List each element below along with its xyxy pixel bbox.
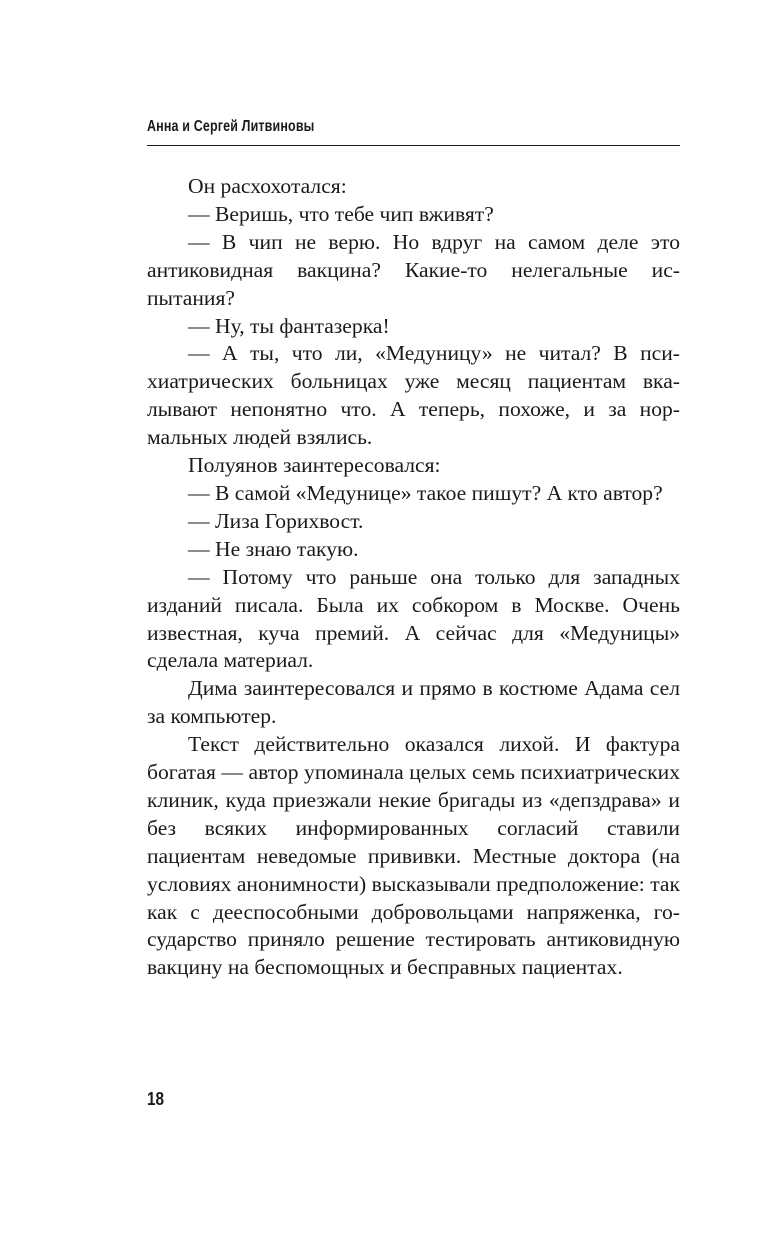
running-header (147, 117, 680, 146)
paragraph: — Потому что раньше она только для западных изданий писала. Была их собкором в Москве. Очень известная, куча премий. А сейчас для «Медуницы» сделала материал. (147, 564, 680, 673)
paragraph: — Веришь, что тебе чип вживят? (188, 201, 494, 226)
paragraph: — Лиза Горихвост. (188, 508, 364, 533)
paragraph: Он расхохотался: (188, 174, 347, 198)
paragraph: Текст действительно оказался лихой. И фактура богатая — автор упоминала целых семь психиатрических клиник, куда приезжали некие бригады из «депздрава» и без всяких информированных согласий ставили пациентам неведомые прививки. Местные доктора (на условиях анонимности) высказывали предположение: так как с дееспособными добровольцами напряженка, государство приняло решение тестировать антиковидную вакцину на беспомощных и бесправных пациентах. (147, 732, 680, 980)
body-text (147, 173, 680, 982)
paragraph: Дима заинтересовался и прямо в костюме Адама сел за компьютер. (147, 676, 680, 729)
running-title: Анна и Сергей Литвиновы (147, 118, 315, 135)
paragraph: — Не знаю такую. (188, 536, 359, 561)
paragraph: Полуянов заинтересовался: (188, 453, 441, 478)
paragraph: — В самой «Медунице» такое пишут? А кто автор? (188, 480, 663, 505)
paragraph: — В чип не верю. Но вдруг на самом деле это антиковидная вакцина? Какие-то нелегальные испытания? (147, 229, 680, 310)
paragraph: — Ну, ты фантазерка! (188, 313, 390, 338)
page-number: 18 (147, 1089, 165, 1109)
paragraph: — А ты, что ли, «Медуницу» не читал? В психиатрических больницах уже месяц пациентам вкалывают непонятно что. А теперь, похоже, и за нормальных людей взялись. (147, 341, 680, 450)
